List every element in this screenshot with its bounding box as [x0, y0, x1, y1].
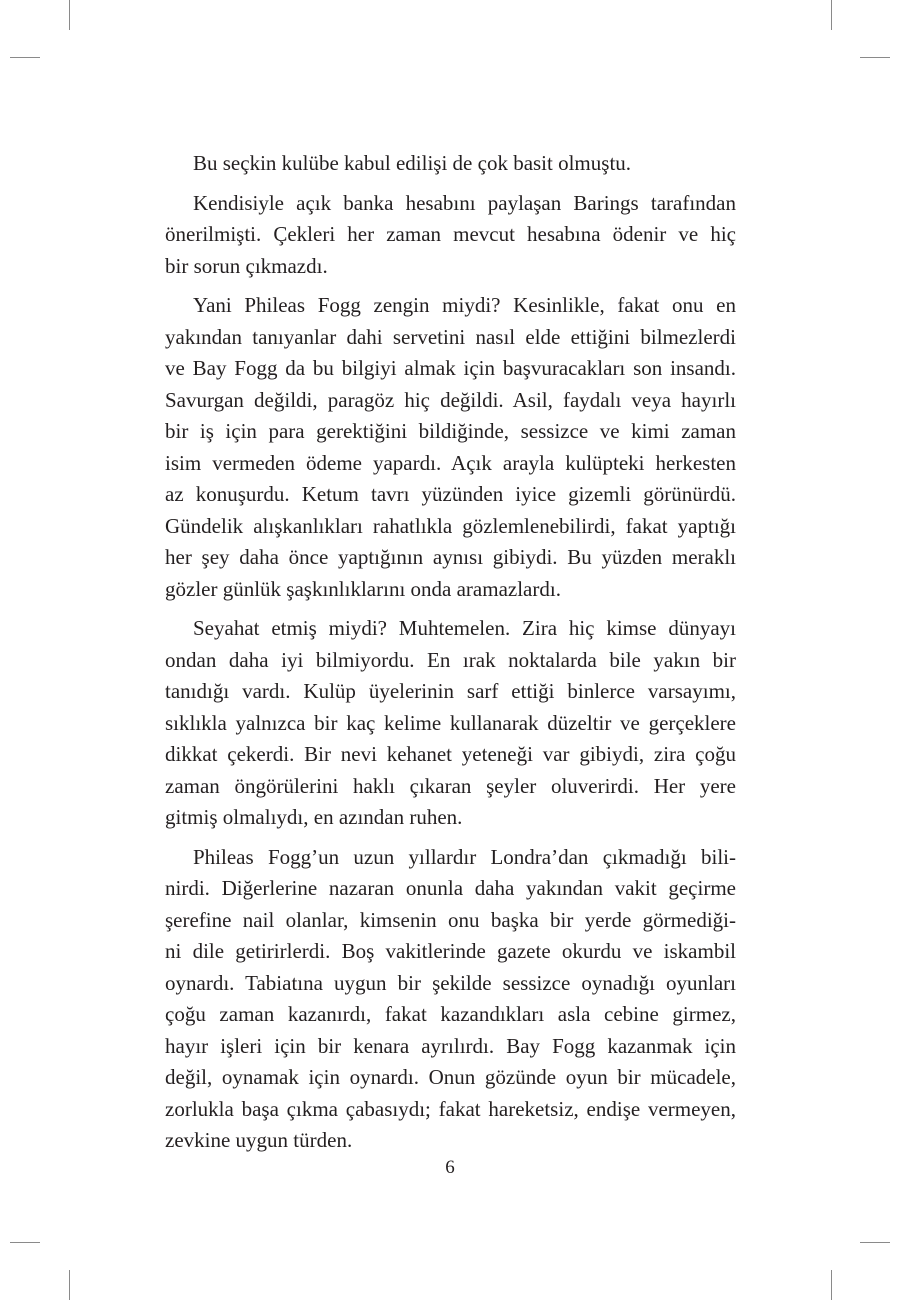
text-line: ni dile getirirlerdi. Boş vakitlerinde gazete okurdu ve iskambil: [165, 939, 736, 963]
text-line: tanıdığı vardı. Kulüp üyelerinin sarf ettiği binlerce varsayımı,: [165, 679, 736, 703]
crop-mark-left-top: [10, 57, 40, 58]
crop-mark-left-bottom: [10, 1242, 40, 1243]
paragraph-3: [165, 290, 736, 605]
crop-mark-top-right: [831, 0, 832, 30]
text-line: az konuşurdu. Ketum tavrı yüzünden iyice gizemli görünürdü.: [165, 482, 736, 506]
text-line: oynardı. Tabiatına uygun bir şekilde sessizce oynadığı oyunları: [165, 970, 736, 995]
crop-mark-right-bottom: [860, 1242, 890, 1243]
body-text: [165, 148, 736, 1165]
text-line: Bu seçkin kulübe kabul edilişi de çok basit olmuştu.: [193, 151, 632, 175]
crop-mark-right-top: [860, 57, 890, 58]
text-line: bir sorun çıkmazdı.: [165, 253, 328, 278]
text-line: Seyahat etmiş miydi? Muhtemelen. Zira hiç kimse dünyayı: [193, 616, 736, 640]
text-line: zaman öngörülerini haklı çıkaran şeyler oluverirdi. Her yere: [165, 773, 736, 798]
text-line: gitmiş olmalıydı, en azından ruhen.: [165, 805, 463, 829]
text-line: sıklıkla yalnızca bir kaç kelime kullanarak düzeltir ve gerçeklere: [165, 710, 736, 735]
text-line: çoğu zaman kazanırdı, fakat kazandıkları asla cebine girmez,: [165, 1002, 736, 1026]
crop-mark-bottom-right: [831, 1270, 832, 1300]
text-line: dikkat çekerdi. Bir nevi kehanet yeteneği var gibiydi, zira çoğu: [165, 742, 736, 766]
text-line: Kendisiyle açık banka hesabını paylaşan Barings tarafından: [193, 190, 736, 215]
text-line: önerilmişti. Çekleri her zaman mevcut hesabına ödenir ve hiç: [165, 222, 736, 246]
text-line: Phileas Fogg’un uzun yıllardır Londra’dan çıkmadığı bili-: [193, 844, 736, 869]
text-line: bir iş için para gerektiğini bildiğinde, sessizce ve kimi zaman: [165, 419, 736, 443]
paragraph-5: [165, 842, 736, 1157]
text-line: zorlukla başa çıkma çabasıydı; fakat hareketsiz, endişe vermeyen,: [165, 1096, 736, 1121]
text-line: Savurgan değildi, paragöz hiç değildi. Asil, faydalı veya hayırlı: [165, 387, 736, 412]
text-line: nirdi. Diğerlerine nazaran onunla daha yakından vakit geçirme: [165, 876, 736, 900]
text-line: ondan daha iyi bilmiyordu. En ırak noktalarda bile yakın bir: [165, 647, 736, 672]
text-line: gözler günlük şaşkınlıklarını onda aramazlardı.: [165, 576, 561, 601]
text-line: değil, oynamak için oynardı. Onun gözünde oyun bir mücadele,: [165, 1065, 736, 1089]
crop-mark-top-left: [69, 0, 70, 30]
text-line: şerefine nail olanlar, kimsenin onu başka bir yerde görmediği-: [165, 907, 736, 932]
text-line: hayır işleri için bir kenara ayrılırdı. Bay Fogg kazanmak için: [165, 1033, 736, 1058]
paragraph-1: [165, 148, 736, 180]
text-line: Yani Phileas Fogg zengin miydi? Kesinlikle, fakat onu en: [193, 293, 736, 317]
crop-mark-bottom-left: [69, 1270, 70, 1300]
page-number: 6: [445, 1157, 455, 1178]
text-line: ve Bay Fogg da bu bilgiyi almak için başvuracakları son insandı.: [165, 356, 736, 380]
text-line: isim vermeden ödeme yapardı. Açık arayla kulüpteki herkesten: [165, 450, 736, 475]
paragraph-2: [165, 188, 736, 283]
text-line: Gündelik alışkanlıkları rahatlıkla gözlemlenebilirdi, fakat yaptığı: [165, 513, 736, 538]
text-line: zevkine uygun türden.: [165, 1128, 353, 1152]
paragraph-4: [165, 613, 736, 834]
text-line: her şey daha önce yaptığının aynısı gibiydi. Bu yüzden meraklı: [165, 545, 736, 569]
text-line: yakından tanıyanlar dahi servetini nasıl elde ettiğini bilmezlerdi: [165, 324, 736, 349]
